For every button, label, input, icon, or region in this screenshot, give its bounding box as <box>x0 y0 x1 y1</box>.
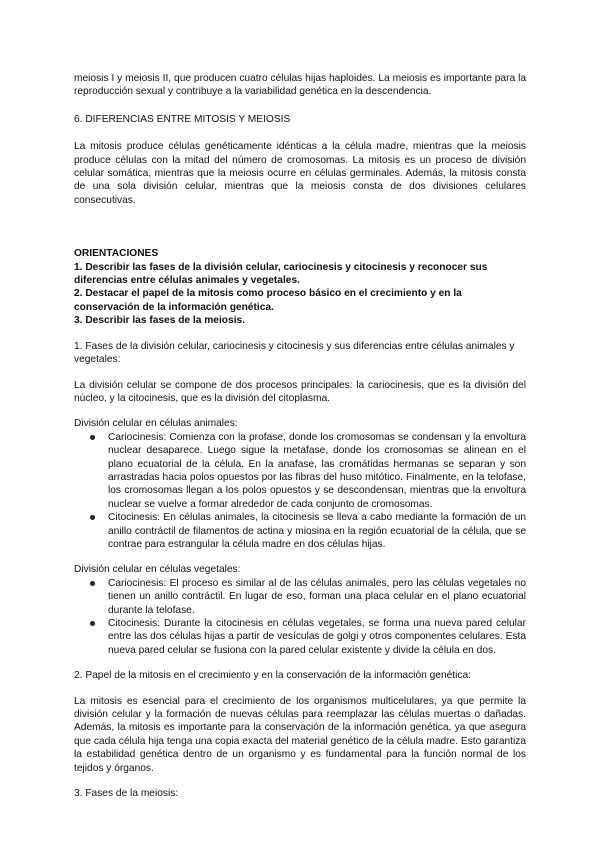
section-heading-diferencias: 6. DIFERENCIAS ENTRE MITOSIS Y MEIOSIS <box>74 113 291 125</box>
papel-paragraph: La mitosis es esencial para el crecimiento de los organismos multicelulares, ya que permite la división celular y la formación de nuevas células para reemplazar las células muertas o dañadas. Además, la mitosis es importante para la conservación de la información genética, ya que asegura que cada célula hija tenga una copia exacta del material genético de la célula madre. Esto garantiza la estabilidad genética dentro de un organismo y es fundamental para la función normal de los tejidos y órganos. <box>74 695 526 774</box>
animales-list <box>74 431 526 552</box>
bullet-icon <box>90 621 95 626</box>
list-item-text: Cariocinesis: El proceso es similar al de las células animales, pero las células vegetales no tienen un anillo contráctil. En lugar de eso, forman una placa celular en el plano ecuatorial durante la telofase. <box>108 577 526 616</box>
bullet-icon <box>90 435 95 440</box>
orientaciones-title: ORIENTACIONES <box>74 248 159 260</box>
diferencias-paragraph: La mitosis produce células genéticamente idénticas a la célula madre, mientras que la meiosis produce células con la mitad del número de cromosomas. La mitosis es un proceso de división celular somática, mientras que la meiosis ocurre en células germinales. Además, la mitosis consta de una sola división celular, mientras que la meiosis consta de dos divisiones celulares consecutivas. <box>74 141 526 206</box>
bullet-icon <box>90 581 95 586</box>
papel-heading: 2. Papel de la mitosis en el crecimiento y en la conservación de la información genética: <box>74 670 471 682</box>
list-item-text: Cariocinesis: Comienza con la profase, donde los cromosomas se condensan y la envoltura nuclear desaparece. Luego sigue la metafase, donde los cromosomas se alinean en el plano ecuatorial de la célula. En la anafase, las cromátidas hermanas se separan y son arrastradas hacia polos opuestos por las fibras del huso mitótico. Finalmente, en la telofase, los cromosomas llegan a los polos opuestos y se descondensan, mientras que la envoltura nuclear se vuelve a formar alrededor de cada conjunto de cromosomas. <box>108 431 526 510</box>
list-item-text: Citocinesis: Durante la citocinesis en células vegetales, se forma una nueva pared celular entre las dos células hijas a partir de vesículas de golgi y otros componentes celulares. Esta nueva pared celular se fusiona con la pared celular existente y divide la célula en dos. <box>108 618 526 656</box>
list-item <box>74 577 526 617</box>
page-content <box>74 72 526 800</box>
orientaciones-block <box>74 247 526 327</box>
bullet-icon <box>90 515 95 520</box>
list-item <box>74 617 526 657</box>
orientaciones-item: 2. Destacar el papel de la mitosis como proceso básico en el crecimiento y en la conservación de la información genética. <box>74 288 462 313</box>
meiosis-heading: 3. Fases de la meiosis: <box>74 788 179 800</box>
orientaciones-item: 1. Describir las fases de la división celular, cariocinesis y citocinesis y reconocer sus diferencias entre células animales y vegetales. <box>74 261 488 287</box>
list-item <box>74 431 526 511</box>
vegetales-list <box>74 577 526 657</box>
orientaciones-item: 3. Describir las fases de la meiosis. <box>74 315 246 327</box>
vegetales-heading: División celular en células vegetales: <box>74 564 241 576</box>
intro-paragraph: meiosis I y meiosis II, que producen cuatro células hijas haploides. La meiosis es importante para la reproducción sexual y contribuye a la variabilidad genética en la descendencia. <box>74 73 526 98</box>
animales-heading: División celular en células animales: <box>74 418 238 430</box>
fases-heading: 1. Fases de la división celular, cariocinesis y citocinesis y sus diferencias entre células animales y vegetales: <box>74 340 515 366</box>
list-item <box>74 511 526 551</box>
division-paragraph: La división celular se compone de dos procesos principales: la cariocinesis, que es la división del núcleo, y la citocinesis, que es la división del citoplasma. <box>74 379 526 404</box>
list-item-text: Citocinesis: En células animales, la citocinesis se lleva a cabo mediante la formación de un anillo contráctil de filamentos de actina y miosina en la región ecuatorial de la célula, que se contrae para estrangular la célula madre en dos células hijas. <box>108 512 526 550</box>
